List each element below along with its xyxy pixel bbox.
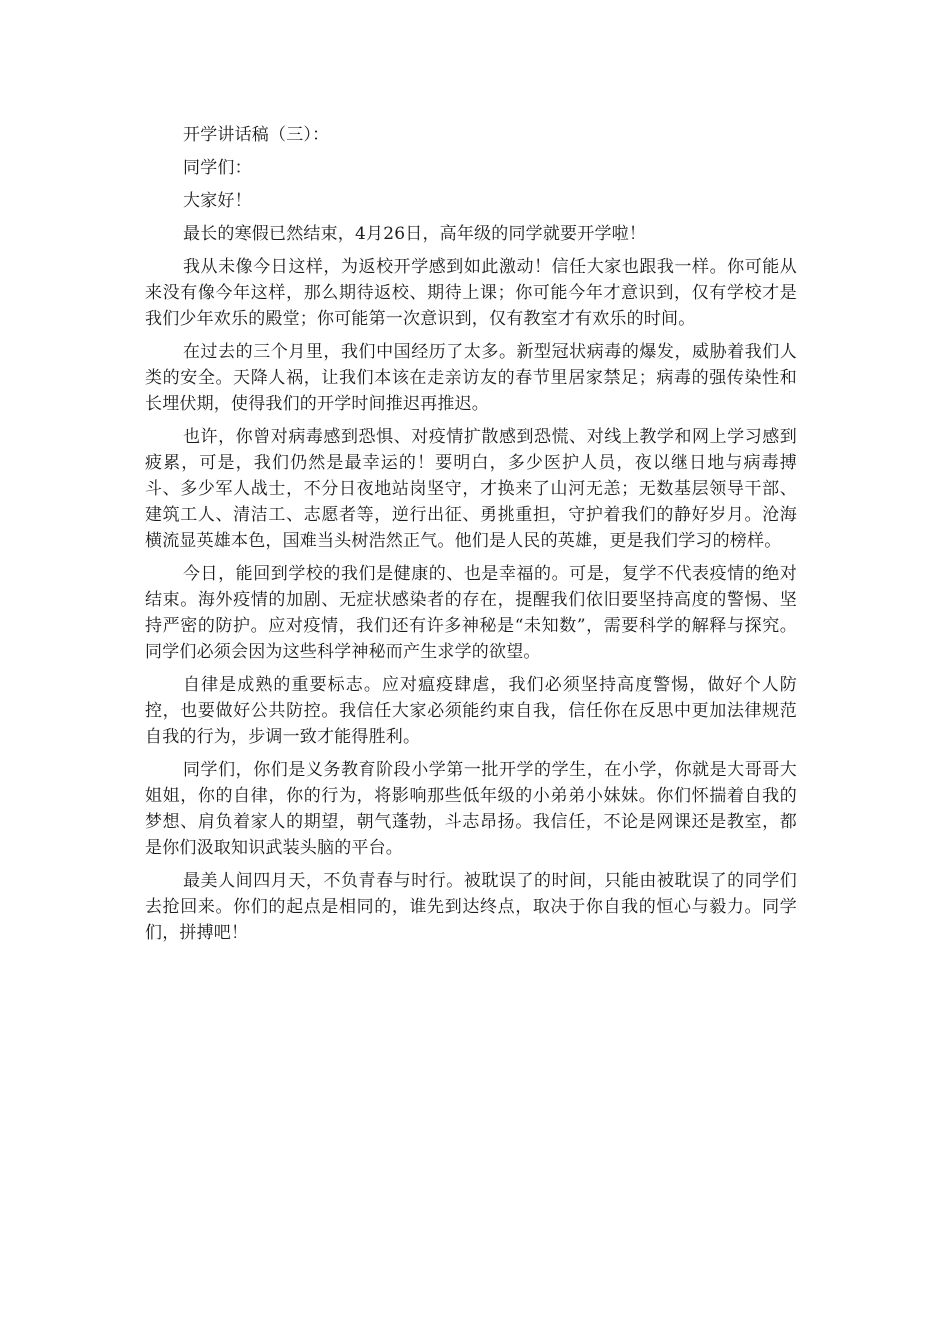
paragraph-4: 也许，你曾对病毒感到恐惧、对疫情扩散感到恐慌、对线上教学和网上学习感到疲累，可是，我们仍然是最幸运的！要明白，多少医护人员，夜以继日地与病毒搏斗、多少军人战士，不分日夜地站岗坚守，才换来了山河无恙；无数基层领导干部、建筑工人、清洁工、志愿者等，逆行出征、勇挑重担，守护着我们的静好岁月。沧海横流显英雄本色，国难当头树浩然正气。他们是人民的英雄，更是我们学习的榜样。 xyxy=(145,427,797,551)
paragraph-3: 在过去的三个月里，我们中国经历了太多。新型冠状病毒的爆发，威胁着我们人类的安全。天降人祸，让我们本该在走亲访友的春节里居家禁足；病毒的强传染性和长埋伏期，使得我们的开学时间推迟再推迟。 xyxy=(145,342,797,414)
paragraph-1: 最长的寒假已然结束，4月26日，高年级的同学就要开学啦！ xyxy=(183,224,647,244)
paragraph-8: 最美人间四月天，不负青春与时行。被耽误了的时间，只能由被耽误了的同学们去抢回来。你们的起点是相同的，谁先到达终点，取决于你自我的恒心与毅力。同学们，拼搏吧！ xyxy=(145,871,797,943)
salutation: 同学们： xyxy=(183,158,252,178)
document-title: 开学讲话稿（三）： xyxy=(183,125,330,145)
paragraph-6: 自律是成熟的重要标志。应对瘟疫肆虐，我们必须坚持高度警惕，做好个人防控，也要做好公共防控。我信任大家必须能约束自我，信任你在反思中更加法律规范自我的行为，步调一致才能得胜利。 xyxy=(145,675,797,747)
paragraph-7: 同学们，你们是义务教育阶段小学第一批开学的学生，在小学，你就是大哥哥大姐姐，你的自律，你的行为，将影响那些低年级的小弟弟小妹妹。你们怀揣着自我的梦想、肩负着家人的期望，朝气蓬勃，斗志昂扬。我信任，不论是网课还是教室，都是你们汲取知识武装头脑的平台。 xyxy=(145,760,797,858)
paragraph-2: 我从未像今日这样，为返校开学感到如此激动！信任大家也跟我一样。你可能从来没有像今年这样，那么期待返校、期待上课；你可能今年才意识到，仅有学校才是我们少年欢乐的殿堂；你可能第一次意识到，仅有教室才有欢乐的时间。 xyxy=(145,257,797,329)
greeting: 大家好！ xyxy=(183,191,252,211)
document-body xyxy=(145,122,797,953)
paragraph-5: 今日，能回到学校的我们是健康的、也是幸福的。可是，复学不代表疫情的绝对结束。海外疫情的加剧、无症状感染者的存在，提醒我们依旧要坚持高度的警惕、坚持严密的防护。应对疫情，我们还有许多神秘是“未知数”，需要科学的解释与探究。同学们必须会因为这些科学神秘而产生求学的欲望。 xyxy=(145,564,797,662)
